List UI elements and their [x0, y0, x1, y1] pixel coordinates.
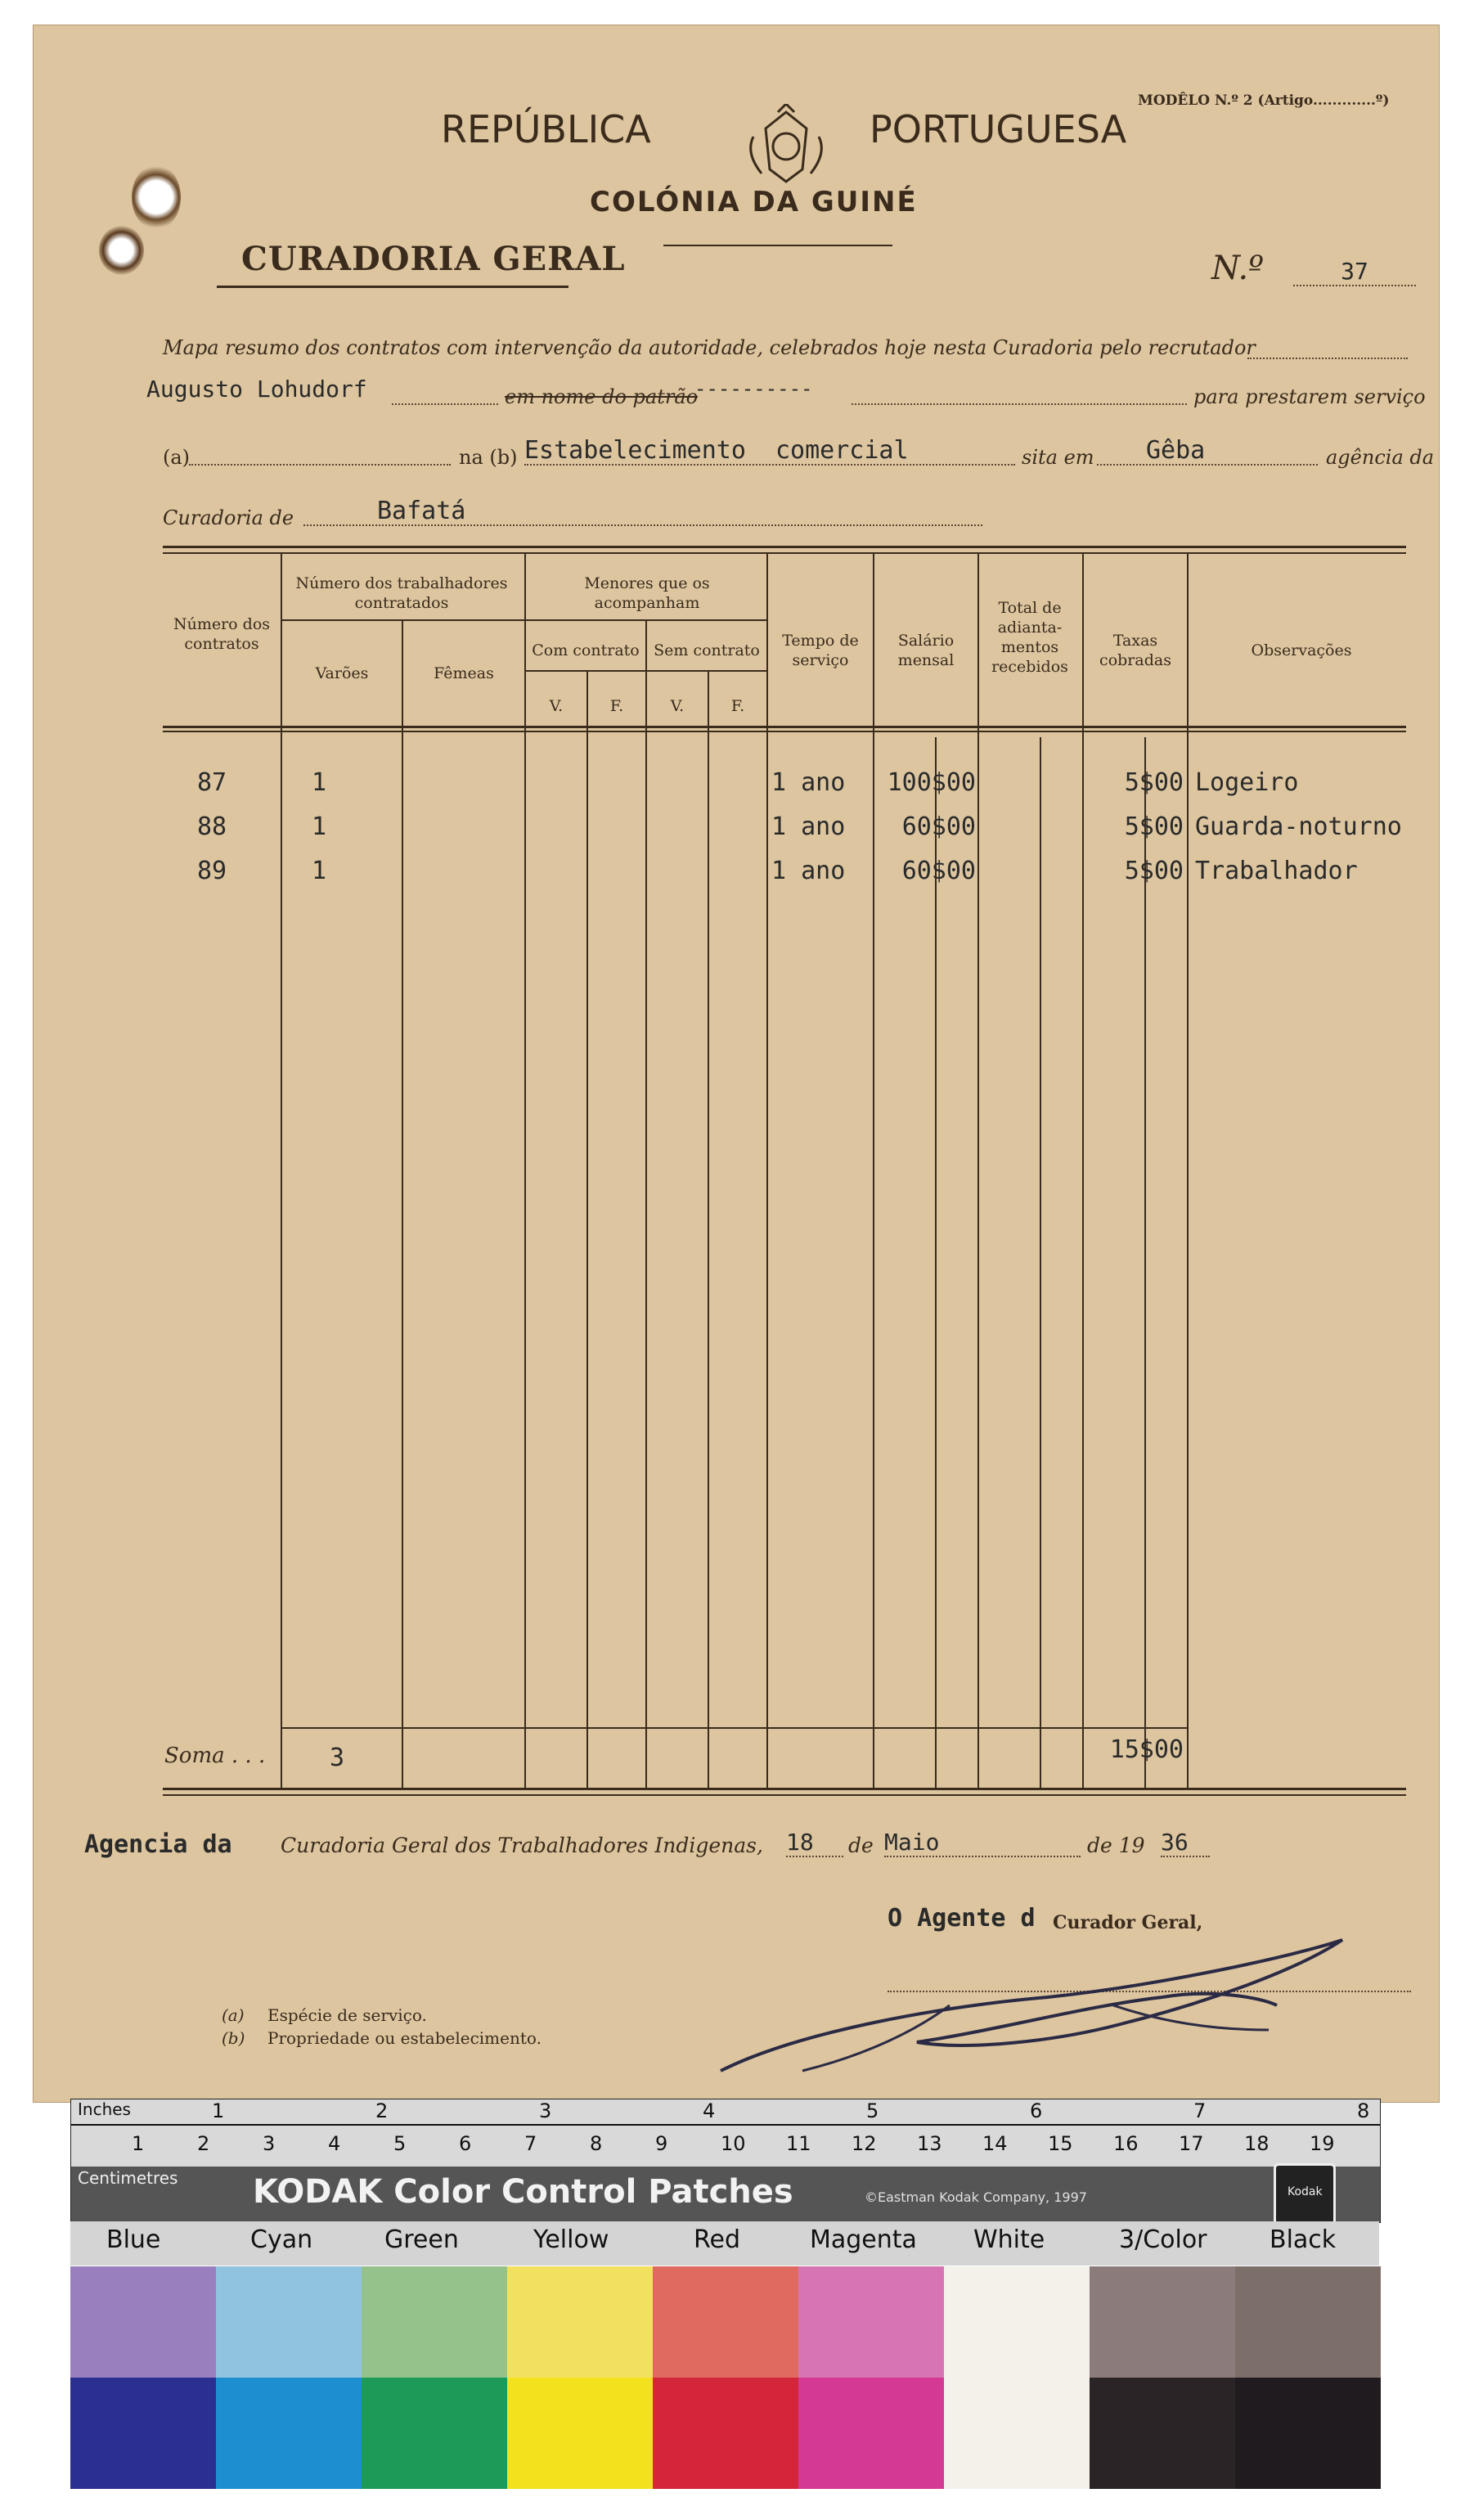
- em-nome-dots: [852, 402, 1187, 405]
- de-label-1: de: [848, 1834, 874, 1857]
- kodak-ruler: [70, 2099, 1381, 2223]
- cm-tick: 14: [982, 2132, 1008, 2155]
- color-patch-black-top: [1235, 2266, 1381, 2378]
- tempo-servico: 1 ano: [771, 768, 846, 797]
- table-top-rule-2: [163, 552, 1406, 554]
- cm-tick: 5: [393, 2132, 407, 2155]
- cm-tick: 4: [328, 2132, 341, 2155]
- header-numero-contratos: Número dos contratos: [173, 615, 271, 653]
- header-numero-trabalhadores: Número dos trabalhadores contratados: [295, 574, 508, 612]
- patch-label-red: Red: [694, 2225, 740, 2254]
- header-f1: F.: [609, 697, 624, 715]
- soma-taxas: 15$00: [1109, 1735, 1184, 1764]
- header-rule: [663, 245, 892, 246]
- table-bottom-rule-2: [163, 1794, 1406, 1796]
- sub-rule: [524, 619, 766, 621]
- header-bottom-rule-2: [163, 731, 1406, 732]
- observacao: Trabalhador: [1195, 857, 1358, 885]
- curadoria-title: CURADORIA GERAL: [241, 240, 626, 278]
- intro-line1-fill: [1247, 356, 1408, 359]
- color-patch-white-top: [944, 2266, 1090, 2378]
- document-paper: [33, 25, 1440, 2103]
- centimetres-label: Centimetres: [78, 2168, 178, 2188]
- soma-label: Soma . . .: [164, 1744, 266, 1768]
- signature: [704, 1907, 1375, 2104]
- republica-left: REPÚBLICA: [441, 107, 651, 151]
- agente-label: O Agente d: [888, 1904, 1036, 1933]
- place-fill: [1097, 462, 1318, 466]
- cm-tick: 1: [132, 2132, 145, 2155]
- recruiter-name: Augusto Lohudorf: [146, 376, 367, 403]
- contrato-number: 89: [197, 857, 227, 885]
- inch-tick-5: 5: [866, 2099, 879, 2122]
- header-v1: V.: [549, 697, 564, 715]
- header-total: Total de adianta- mentos recebidos: [991, 599, 1068, 676]
- kodak-logo-icon: [1274, 2163, 1336, 2225]
- salario-mensal: 100$00: [887, 768, 976, 797]
- inch-tick-4: 4: [703, 2099, 716, 2122]
- note-b-key: (b): [222, 2028, 245, 2048]
- inch-tick-1: 1: [212, 2099, 225, 2122]
- taxa-cobrada: 5$00: [1124, 768, 1184, 797]
- salario-mensal: 60$00: [901, 812, 976, 841]
- curador-geral-label: Curador Geral,: [1053, 1912, 1203, 1933]
- recruiter-fill: [392, 402, 498, 405]
- curadoria-geral-label: Curadoria Geral dos Trabalhadores Indigenas,: [281, 1834, 763, 1857]
- color-patch-cyan-bottom: [216, 2378, 362, 2489]
- republica-right: PORTUGUESA: [870, 107, 1127, 151]
- patch-label-black: Black: [1270, 2225, 1337, 2254]
- kodak-title: KODAK Color Control Patches: [253, 2173, 793, 2211]
- patch-label-magenta: Magenta: [810, 2225, 917, 2254]
- numero-label: N.º: [1211, 250, 1264, 287]
- observacao: Logeiro: [1195, 768, 1299, 797]
- inch-tick-7: 7: [1193, 2099, 1207, 2122]
- col-line: [586, 672, 588, 1788]
- col-line: [766, 554, 768, 1788]
- color-patch-red-bottom: [653, 2378, 798, 2489]
- cm-tick: 2: [197, 2132, 210, 2155]
- a-label: (a): [163, 446, 191, 469]
- inch-tick-3: 3: [539, 2099, 552, 2122]
- patch-label-white: White: [973, 2225, 1045, 2254]
- varoes-count: 1: [312, 857, 327, 885]
- cm-tick: 8: [590, 2132, 603, 2155]
- color-patch-yellow-top: [507, 2266, 653, 2378]
- header-f2: F.: [730, 697, 745, 715]
- col-line: [873, 554, 874, 1788]
- color-patch-white-bottom: [944, 2378, 1090, 2489]
- curadoria-place: Bafatá: [377, 497, 466, 525]
- col-line: [524, 554, 526, 1788]
- cm-tick: 17: [1179, 2132, 1204, 2155]
- salario-mensal: 60$00: [901, 857, 976, 885]
- header-taxas: Taxas cobradas: [1099, 632, 1171, 669]
- kodak-logo-text: Kodak: [1288, 2185, 1323, 2198]
- soma-varoes: 3: [330, 1744, 345, 1772]
- modelo-label: MODÊLO N.º 2 (Artigo.............º): [1138, 92, 1390, 109]
- table-bottom-rule: [163, 1788, 1406, 1790]
- establishment-value: Estabelecimento comercial: [524, 436, 909, 465]
- curadoria-underline: [217, 286, 568, 288]
- em-nome-label: em nome do patrão: [505, 385, 699, 408]
- coat-of-arms-icon: [737, 104, 835, 186]
- tempo-servico: 1 ano: [771, 857, 846, 885]
- curadoria-place-fill: [303, 523, 982, 526]
- inch-tick-2: 2: [375, 2099, 389, 2122]
- header-com-contrato: Com contrato: [532, 641, 640, 659]
- patch-label-cyan: Cyan: [250, 2225, 313, 2254]
- kodak-copyright: ©Eastman Kodak Company, 1997: [865, 2189, 1087, 2205]
- contrato-number: 87: [197, 768, 227, 797]
- sub-rule: [281, 619, 524, 621]
- varoes-count: 1: [312, 812, 327, 841]
- year-value: 36: [1161, 1829, 1210, 1857]
- agencia-da-label: agência da: [1326, 446, 1435, 469]
- table-top-rule: [163, 546, 1406, 548]
- header-varoes: Varões: [315, 664, 369, 682]
- color-patch-yellow-bottom: [507, 2378, 653, 2489]
- color-patch-3color-top: [1090, 2266, 1235, 2378]
- cm-tick: 18: [1244, 2132, 1270, 2155]
- cm-tick: 13: [917, 2132, 942, 2155]
- patch-label-3color: 3/Color: [1119, 2225, 1207, 2254]
- a-fill: [189, 462, 451, 466]
- col-line: [1144, 737, 1146, 1788]
- header-observacoes: Observações: [1251, 641, 1352, 659]
- sita-em-label: sita em: [1022, 446, 1094, 469]
- burn-hole: [132, 164, 181, 230]
- color-patch-black-bottom: [1235, 2378, 1381, 2489]
- patch-label-yellow: Yellow: [533, 2225, 609, 2254]
- taxa-cobrada: 5$00: [1124, 812, 1184, 841]
- curadoria-de-label: Curadoria de: [163, 506, 294, 529]
- cm-tick: 12: [852, 2132, 877, 2155]
- col-line: [402, 621, 403, 1788]
- cm-tick: 11: [786, 2132, 811, 2155]
- para-label: para prestarem serviço: [1193, 385, 1426, 408]
- ruler-scale: [71, 2099, 1380, 2188]
- inch-tick-6: 6: [1030, 2099, 1043, 2122]
- de-label-2: de 19: [1087, 1834, 1145, 1857]
- inches-label: Inches: [78, 2099, 131, 2119]
- sub-rule: [524, 670, 766, 672]
- place-value: Gêba: [1146, 436, 1206, 465]
- na-b-label: na (b): [459, 446, 518, 469]
- numero-value: 37: [1293, 258, 1416, 286]
- patch-label-blue: Blue: [106, 2225, 161, 2254]
- col-line: [977, 554, 979, 1788]
- burn-hole: [99, 226, 144, 275]
- col-line: [708, 672, 709, 1788]
- header-salario: Salário mensal: [897, 632, 955, 669]
- color-patch-cyan-top: [216, 2266, 362, 2378]
- color-patch-blue-top: [70, 2266, 216, 2378]
- month-value: Maio: [884, 1829, 1081, 1857]
- note-a-key: (a): [222, 2005, 245, 2025]
- day-value: 18: [786, 1829, 843, 1857]
- cm-tick: 7: [524, 2132, 537, 2155]
- color-patch-magenta-bottom: [798, 2378, 944, 2489]
- cm-tick: 16: [1113, 2132, 1139, 2155]
- contrato-number: 88: [197, 812, 227, 841]
- cm-tick: 3: [263, 2132, 276, 2155]
- header-tempo: Tempo de serviço: [782, 632, 859, 669]
- note-b: Propriedade ou estabelecimento.: [267, 2028, 542, 2048]
- col-line: [1082, 554, 1084, 1788]
- cm-tick: 9: [655, 2132, 668, 2155]
- inch-tick-8: 8: [1357, 2099, 1370, 2122]
- em-nome-fill: ----------: [694, 377, 813, 400]
- color-patch-magenta-top: [798, 2266, 944, 2378]
- taxa-cobrada: 5$00: [1124, 857, 1184, 885]
- col-line: [281, 554, 282, 1788]
- header-sem-contrato: Sem contrato: [654, 641, 760, 659]
- col-line: [1187, 554, 1189, 1788]
- agencia-label: Agencia da: [84, 1830, 232, 1859]
- col-line: [935, 737, 937, 1788]
- observacao: Guarda-noturno: [1195, 812, 1402, 841]
- color-patch-red-top: [653, 2266, 798, 2378]
- varoes-count: 1: [312, 768, 327, 797]
- cm-tick: 15: [1048, 2132, 1073, 2155]
- establishment-fill: [524, 462, 1015, 466]
- soma-top-rule: [281, 1727, 1187, 1729]
- cm-tick: 19: [1310, 2132, 1335, 2155]
- cm-tick: 10: [721, 2132, 746, 2155]
- color-patch-green-bottom: [362, 2378, 507, 2489]
- col-line: [1040, 737, 1041, 1788]
- note-a: Espécie de serviço.: [267, 2005, 427, 2025]
- cm-tick: 6: [459, 2132, 472, 2155]
- header-femeas: Fêmeas: [434, 664, 494, 682]
- ruler-mid-line: [71, 2124, 1380, 2126]
- tempo-servico: 1 ano: [771, 812, 846, 841]
- col-line: [645, 621, 647, 1788]
- color-patch-blue-bottom: [70, 2378, 216, 2489]
- intro-line1: Mapa resumo dos contratos com intervenção da autoridade, celebrados hoje nesta Curadoria pelo recrutador: [163, 336, 1256, 359]
- header-bottom-rule: [163, 726, 1406, 728]
- header-menores: Menores que os acompanham: [584, 574, 710, 612]
- color-patch-green-top: [362, 2266, 507, 2378]
- colonia-title: COLÓNIA DA GUINÉ: [590, 186, 918, 218]
- patch-label-green: Green: [384, 2225, 459, 2254]
- color-patch-3color-bottom: [1090, 2378, 1235, 2489]
- header-v2: V.: [670, 697, 685, 715]
